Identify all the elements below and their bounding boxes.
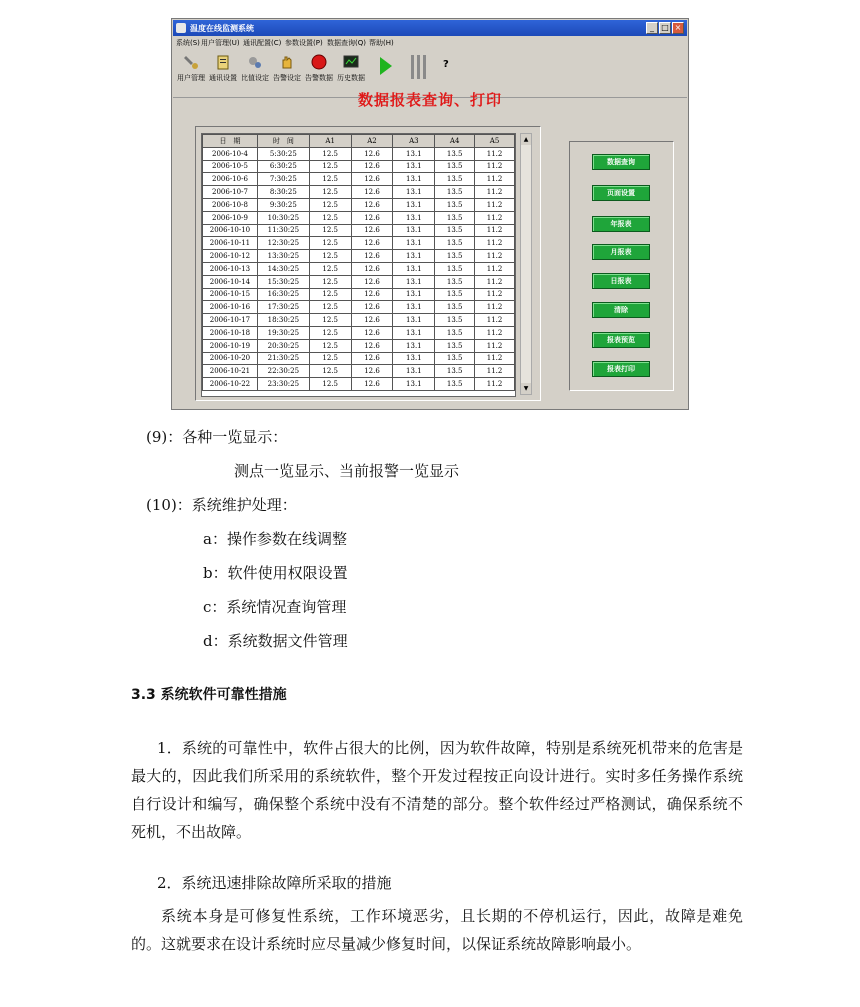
table-row[interactable] [203, 365, 515, 378]
gears-icon [247, 54, 263, 70]
table-cell: 12.5 [309, 186, 351, 199]
menu-system[interactable]: 系统(S) [176, 39, 200, 47]
table-cell: 11.2 [475, 237, 515, 250]
paragraph-2: 2．系统迅速排除故障所采取的措施 [157, 874, 392, 892]
daily-report-button[interactable]: 日报表 [592, 273, 650, 289]
table-cell: 14:30:25 [257, 262, 309, 275]
maximize-button[interactable]: □ [659, 22, 671, 34]
table-cell: 12.6 [351, 378, 393, 391]
table-cell: 17:30:25 [257, 301, 309, 314]
table-cell: 2006-10-13 [203, 262, 258, 275]
column-header: A1 [309, 135, 351, 148]
table-cell: 11.2 [475, 147, 515, 160]
table-cell: 12.5 [309, 365, 351, 378]
table-cell: 12.6 [351, 314, 393, 327]
table-row[interactable] [203, 211, 515, 224]
menu-users[interactable]: 用户管理(U) [201, 39, 240, 47]
table-cell: 11.2 [475, 211, 515, 224]
column-header: A3 [393, 135, 435, 148]
column-header: A5 [475, 135, 515, 148]
data-grid [201, 133, 516, 397]
table-cell: 13.5 [435, 211, 475, 224]
table-cell: 13.5 [435, 288, 475, 301]
table-cell: 13.5 [435, 365, 475, 378]
table-cell: 2006-10-18 [203, 326, 258, 339]
history-monitor-icon [343, 54, 359, 70]
table-cell: 12.6 [351, 173, 393, 186]
sub-item-c: c：系统情况查询管理 [203, 598, 347, 616]
table-cell: 2006-10-15 [203, 288, 258, 301]
table-cell: 2006-10-5 [203, 160, 258, 173]
table-cell: 13.5 [435, 147, 475, 160]
table-cell: 13.5 [435, 314, 475, 327]
table-cell: 12.5 [309, 352, 351, 365]
table-cell: 13.5 [435, 186, 475, 199]
table-cell: 12.6 [351, 147, 393, 160]
table-cell: 11.2 [475, 288, 515, 301]
close-button[interactable]: × [672, 22, 684, 34]
table-cell: 12.6 [351, 211, 393, 224]
table-cell: 11.2 [475, 326, 515, 339]
table-cell: 13:30:25 [257, 250, 309, 263]
table-cell: 13.1 [393, 288, 435, 301]
table-cell: 12.6 [351, 365, 393, 378]
table-cell: 12.5 [309, 288, 351, 301]
tool-comm-settings[interactable]: 通讯设置 [207, 52, 239, 96]
table-cell: 5:30:25 [257, 147, 309, 160]
table-cell: 12.5 [309, 275, 351, 288]
column-header: A2 [351, 135, 393, 148]
table-cell: 13.5 [435, 352, 475, 365]
table-cell: 12.5 [309, 326, 351, 339]
table-cell: 2006-10-22 [203, 378, 258, 391]
tool-alarm-settings[interactable]: 告警设定 [271, 52, 303, 96]
menu-bar [173, 36, 687, 48]
scroll-down-icon[interactable]: ▼ [521, 383, 531, 394]
action-button-panel [569, 141, 674, 391]
table-row[interactable] [203, 262, 515, 275]
table-cell: 11.2 [475, 262, 515, 275]
help-icon[interactable]: ? [443, 59, 449, 70]
clipboard-icon [215, 54, 231, 70]
table-cell: 13.1 [393, 160, 435, 173]
table-row[interactable] [203, 326, 515, 339]
table-row[interactable] [203, 147, 515, 160]
table-cell: 11.2 [475, 352, 515, 365]
table-cell: 2006-10-14 [203, 275, 258, 288]
table-cell: 20:30:25 [257, 339, 309, 352]
table-cell: 11.2 [475, 365, 515, 378]
column-header: 时 间 [257, 135, 309, 148]
table-cell: 2006-10-19 [203, 339, 258, 352]
table-cell: 12.6 [351, 262, 393, 275]
report-table [202, 134, 515, 391]
table-row[interactable] [203, 186, 515, 199]
table-cell: 12.5 [309, 250, 351, 263]
table-cell: 11.2 [475, 186, 515, 199]
table-cell: 11.2 [475, 378, 515, 391]
item-10: (10)：系统维护处理： [146, 496, 297, 514]
table-row[interactable] [203, 237, 515, 250]
table-row[interactable] [203, 314, 515, 327]
sub-item-b: b：软件使用权限设置 [203, 564, 348, 582]
table-cell: 13.5 [435, 198, 475, 211]
table-cell: 13.1 [393, 250, 435, 263]
data-grid-frame [195, 126, 541, 401]
table-cell: 13.1 [393, 147, 435, 160]
report-preview-button[interactable]: 报表预览 [592, 332, 650, 348]
table-cell: 13.1 [393, 224, 435, 237]
play-icon[interactable] [378, 55, 394, 77]
table-cell: 12.6 [351, 186, 393, 199]
table-cell: 13.5 [435, 262, 475, 275]
table-cell: 19:30:25 [257, 326, 309, 339]
hand-icon [279, 54, 295, 70]
table-cell: 2006-10-7 [203, 186, 258, 199]
table-cell: 12.5 [309, 160, 351, 173]
table-cell: 12.5 [309, 211, 351, 224]
table-cell: 13.1 [393, 262, 435, 275]
column-header: A4 [435, 135, 475, 148]
table-row[interactable] [203, 352, 515, 365]
table-cell: 13.1 [393, 326, 435, 339]
table-cell: 13.5 [435, 224, 475, 237]
table-cell: 2006-10-21 [203, 365, 258, 378]
item-9-detail: 测点一览显示、当前报警一览显示 [234, 462, 460, 480]
sub-item-a: a：操作参数在线调整 [203, 530, 347, 548]
table-cell: 2006-10-6 [203, 173, 258, 186]
table-cell: 12.6 [351, 198, 393, 211]
minimize-button[interactable]: _ [646, 22, 658, 34]
table-cell: 13.5 [435, 250, 475, 263]
table-cell: 13.1 [393, 378, 435, 391]
table-cell: 12.6 [351, 339, 393, 352]
table-cell: 12.5 [309, 301, 351, 314]
tool-ratio-settings[interactable]: 比值设定 [239, 52, 271, 96]
table-cell: 13.1 [393, 352, 435, 365]
table-cell: 13.1 [393, 275, 435, 288]
table-cell: 12.5 [309, 314, 351, 327]
report-print-button[interactable]: 报表打印 [592, 361, 650, 377]
table-cell: 12.6 [351, 160, 393, 173]
paragraph-1: 1．系统的可靠性中，软件占很大的比例，因为软件故障，特别是系统死机带来的危害是最大的，因此我们所采用的系统软件，整个开发过程按正向设计进行。实时多任务操作系统自行设计和编写，确保整个系统中没有不清楚的部分。整个软件经过严格测试，确保系统不死机，不出故障。 [131, 739, 743, 841]
sub-item-d: d：系统数据文件管理 [203, 632, 348, 650]
table-cell: 13.1 [393, 211, 435, 224]
vertical-scrollbar[interactable] [520, 133, 532, 395]
table-row[interactable] [203, 160, 515, 173]
table-cell: 12.5 [309, 224, 351, 237]
table-cell: 12.5 [309, 378, 351, 391]
table-cell: 12.6 [351, 288, 393, 301]
clear-button[interactable]: 清除 [592, 302, 650, 318]
table-cell: 13.1 [393, 198, 435, 211]
table-cell: 12.5 [309, 173, 351, 186]
table-cell: 7:30:25 [257, 173, 309, 186]
column-header: 日 期 [203, 135, 258, 148]
table-cell: 13.5 [435, 275, 475, 288]
table-cell: 16:30:25 [257, 288, 309, 301]
menu-comm[interactable]: 通讯配置(C) [243, 39, 282, 47]
table-cell: 12.6 [351, 250, 393, 263]
table-cell: 13.1 [393, 314, 435, 327]
table-cell: 2006-10-16 [203, 301, 258, 314]
table-cell: 11.2 [475, 198, 515, 211]
table-cell: 15:30:25 [257, 275, 309, 288]
table-cell: 13.5 [435, 301, 475, 314]
table-cell: 11.2 [475, 314, 515, 327]
table-cell: 11.2 [475, 160, 515, 173]
table-cell: 12.5 [309, 198, 351, 211]
table-row[interactable] [203, 224, 515, 237]
table-cell: 12.5 [309, 237, 351, 250]
table-cell: 13.1 [393, 301, 435, 314]
table-cell: 2006-10-8 [203, 198, 258, 211]
table-cell: 2006-10-11 [203, 237, 258, 250]
table-row[interactable] [203, 339, 515, 352]
yearly-report-button[interactable]: 年报表 [592, 216, 650, 232]
title-bar [173, 20, 687, 36]
page-setup-button[interactable]: 页面设置 [592, 185, 650, 201]
item-9: (9)：各种一览显示： [146, 428, 288, 446]
table-cell: 13.5 [435, 237, 475, 250]
table-cell: 13.1 [393, 173, 435, 186]
table-cell: 13.5 [435, 339, 475, 352]
red-alarm-icon [311, 54, 327, 70]
table-cell: 10:30:25 [257, 211, 309, 224]
report-title: 数据报表查询、打印 [357, 91, 502, 109]
table-cell: 12:30:25 [257, 237, 309, 250]
menu-help[interactable]: 帮助(H) [369, 39, 394, 47]
table-cell: 12.5 [309, 339, 351, 352]
table-row[interactable] [203, 250, 515, 263]
table-cell: 13.1 [393, 186, 435, 199]
section-heading: 3.3 系统软件可靠性措施 [131, 687, 287, 703]
menu-params[interactable]: 参数设置(P) [285, 39, 323, 47]
table-row[interactable] [203, 173, 515, 186]
table-cell: 9:30:25 [257, 198, 309, 211]
table-cell: 13.1 [393, 237, 435, 250]
table-cell: 13.5 [435, 326, 475, 339]
table-row[interactable] [203, 275, 515, 288]
table-cell: 11:30:25 [257, 224, 309, 237]
paragraph-3: 系统本身是可修复性系统，工作环境恶劣，且长期的不停机运行，因此，故障是难免的。这就要求在设计系统时应尽量减少修复时间，以保证系统故障影响最小。 [131, 907, 743, 953]
table-cell: 13.5 [435, 173, 475, 186]
table-cell: 2006-10-17 [203, 314, 258, 327]
table-cell: 12.6 [351, 301, 393, 314]
table-cell: 8:30:25 [257, 186, 309, 199]
app-icon [176, 23, 186, 33]
app-window-screenshot [171, 18, 689, 410]
table-cell: 21:30:25 [257, 352, 309, 365]
table-cell: 6:30:25 [257, 160, 309, 173]
table-row[interactable] [203, 378, 515, 391]
user-key-icon [183, 54, 199, 70]
window-title: 温度在线监测系统 [190, 24, 254, 33]
table-cell: 18:30:25 [257, 314, 309, 327]
table-cell: 12.6 [351, 224, 393, 237]
table-cell: 2006-10-9 [203, 211, 258, 224]
table-cell: 12.5 [309, 147, 351, 160]
table-cell: 2006-10-12 [203, 250, 258, 263]
table-cell: 12.5 [309, 262, 351, 275]
table-cell: 13.1 [393, 339, 435, 352]
menu-query[interactable]: 数据查询(Q) [327, 39, 366, 47]
tool-user-manage[interactable]: 用户管理 [175, 52, 207, 96]
table-cell: 2006-10-10 [203, 224, 258, 237]
table-cell: 11.2 [475, 173, 515, 186]
tool-alarm-data[interactable]: 告警数据 [303, 52, 335, 96]
monthly-report-button[interactable]: 月报表 [592, 244, 650, 260]
table-cell: 12.6 [351, 237, 393, 250]
table-cell: 12.6 [351, 275, 393, 288]
table-cell: 11.2 [475, 339, 515, 352]
table-cell: 12.6 [351, 326, 393, 339]
scroll-up-icon[interactable]: ▲ [521, 134, 531, 145]
tool-history-data[interactable]: 历史数据 [335, 52, 367, 96]
table-cell: 22:30:25 [257, 365, 309, 378]
table-cell: 11.2 [475, 275, 515, 288]
table-cell: 11.2 [475, 250, 515, 263]
table-cell: 12.6 [351, 352, 393, 365]
table-cell: 13.5 [435, 160, 475, 173]
table-row[interactable] [203, 288, 515, 301]
table-row[interactable] [203, 301, 515, 314]
query-data-button[interactable]: 数据查询 [592, 154, 650, 170]
table-cell: 23:30:25 [257, 378, 309, 391]
table-cell: 13.1 [393, 365, 435, 378]
table-cell: 11.2 [475, 301, 515, 314]
table-cell: 2006-10-20 [203, 352, 258, 365]
table-cell: 2006-10-4 [203, 147, 258, 160]
pause-icon[interactable] [409, 55, 429, 79]
table-row[interactable] [203, 198, 515, 211]
table-cell: 13.5 [435, 378, 475, 391]
table-cell: 11.2 [475, 224, 515, 237]
